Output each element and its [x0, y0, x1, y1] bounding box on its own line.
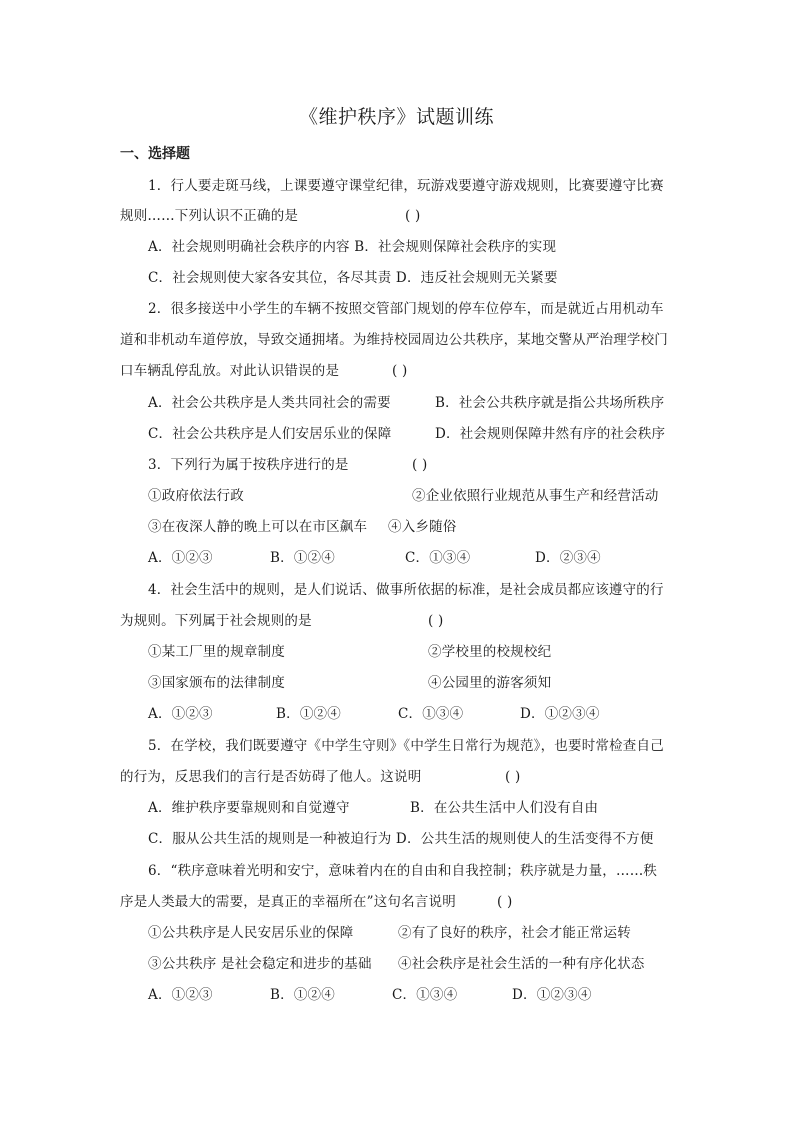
question-6-item-2: ②有了良好的秩序，社会才能正常运转	[398, 925, 631, 941]
question-4-item-3: ③国家颁布的法律制度	[148, 675, 285, 691]
question-4-choice-c: C．①③④	[398, 706, 464, 722]
question-5-answer-paren: ( )	[505, 769, 521, 785]
question-3-choice-c: C．①③④	[405, 550, 471, 566]
question-3-item-4: ④入乡随俗	[388, 519, 457, 535]
question-6-stem-line-2: 序是人类最大的需要，是真正的幸福所在”这句名言说明	[120, 894, 456, 910]
question-6-item-3: ③公共秩序 是社会稳定和进步的基础	[148, 956, 372, 972]
question-6-choice-c: C．①③④	[392, 987, 458, 1003]
question-1-option-line-2: C．社会规则使大家各安其位，各尽其责 D．违反社会规则无关紧要	[148, 270, 558, 286]
question-4-item-1: ①某工厂里的规章制度	[148, 644, 285, 660]
question-1-answer-paren: ( )	[405, 208, 421, 224]
question-5-stem-line-1: 5．在学校，我们既要遵守《中学生守则》《中学生日常行为规范》，也要时常检查自己	[148, 738, 664, 754]
question-2-option-b: B．社会公共秩序就是指公共场所秩序	[435, 395, 665, 411]
question-6-choice-b: B．①②④	[270, 987, 335, 1003]
question-4-choice-a: A．①②③	[148, 706, 213, 722]
question-5-option-a: A．维护秩序要靠规则和自觉遵守	[148, 800, 350, 816]
question-6-stem-line-1: 6．“秩序意味着光明和安宁，意味着内在的自由和自我控制；秩序就是力量，……秩	[148, 863, 658, 879]
question-6-answer-paren: ( )	[497, 894, 513, 910]
question-3-answer-paren: ( )	[412, 457, 428, 473]
question-4-choice-d: D．①②③④	[520, 706, 600, 722]
question-3-item-1: ①政府依法行政	[148, 488, 244, 504]
question-2-option-a: A．社会公共秩序是人类共同社会的需要	[148, 395, 391, 411]
question-1-stem-line-1: 1．行人要走斑马线，上课要遵守课堂纪律，玩游戏要遵守游戏规则，比赛要遵守比赛	[148, 178, 664, 194]
question-4-stem-line-1: 4．社会生活中的规则，是人们说话、做事所依据的标准，是社会成员都应该遵守的行	[148, 582, 664, 598]
question-5-stem-line-2: 的行为，反思我们的言行是否妨碍了他人。这说明	[120, 769, 422, 785]
question-2-stem-line-1: 2．很多接送中小学生的车辆不按照交管部门规划的停车位停车，而是就近占用机动车	[148, 301, 664, 317]
question-2-stem-line-2: 道和非机动车道停放，导致交通拥堵。为维持校园周边公共秩序，某地交警从严治理学校门	[120, 332, 668, 348]
question-2-option-c: C．社会公共秩序是人们安居乐业的保障	[148, 426, 392, 442]
question-2-option-d: D．社会规则保障井然有序的社会秩序	[435, 426, 666, 442]
question-6-choice-a: A．①②③	[148, 987, 213, 1003]
question-3-item-3: ③在夜深人静的晚上可以在市区飙车	[148, 519, 368, 535]
question-6-item-4: ④社会秩序是社会生活的一种有序化状态	[398, 956, 645, 972]
section-heading: 一、选择题	[120, 146, 190, 162]
question-5-option-b: B．在公共生活中人们没有自由	[410, 800, 599, 816]
question-2-answer-paren: ( )	[392, 363, 408, 379]
question-4-choice-b: B．①②④	[276, 706, 341, 722]
question-2-stem-line-3: 口车辆乱停乱放。对此认识错误的是	[120, 363, 340, 379]
question-4-answer-paren: ( )	[428, 613, 444, 629]
question-6-choice-d: D．①②③④	[512, 987, 592, 1003]
question-4-item-2: ②学校里的校规校纪	[428, 644, 552, 660]
question-1-option-line-1: A．社会规则明确社会秩序的内容 B．社会规则保障社会秩序的实现	[148, 239, 557, 255]
question-6-item-1: ①公共秩序是人民安居乐业的保障	[148, 925, 354, 941]
question-3-stem: 3．下列行为属于按秩序进行的是	[148, 457, 349, 473]
question-4-item-4: ④公园里的游客须知	[428, 675, 552, 691]
question-3-choice-b: B．①②④	[270, 550, 335, 566]
question-5-option-line-2: C．服从公共生活的规则是一种被迫行为 D．公共生活的规则使人的生活变得不方便	[148, 831, 654, 847]
question-3-item-2: ②企业依照行业规范从事生产和经营活动	[412, 488, 659, 504]
page-title: 《维护秩序》试题训练	[298, 106, 494, 128]
question-3-choice-d: D．②③④	[535, 550, 601, 566]
question-1-stem-line-2: 规则……下列认识不正确的是	[120, 208, 299, 224]
question-4-stem-line-2: 为规则。下列属于社会规则的是	[120, 613, 312, 629]
question-3-choice-a: A．①②③	[148, 550, 213, 566]
